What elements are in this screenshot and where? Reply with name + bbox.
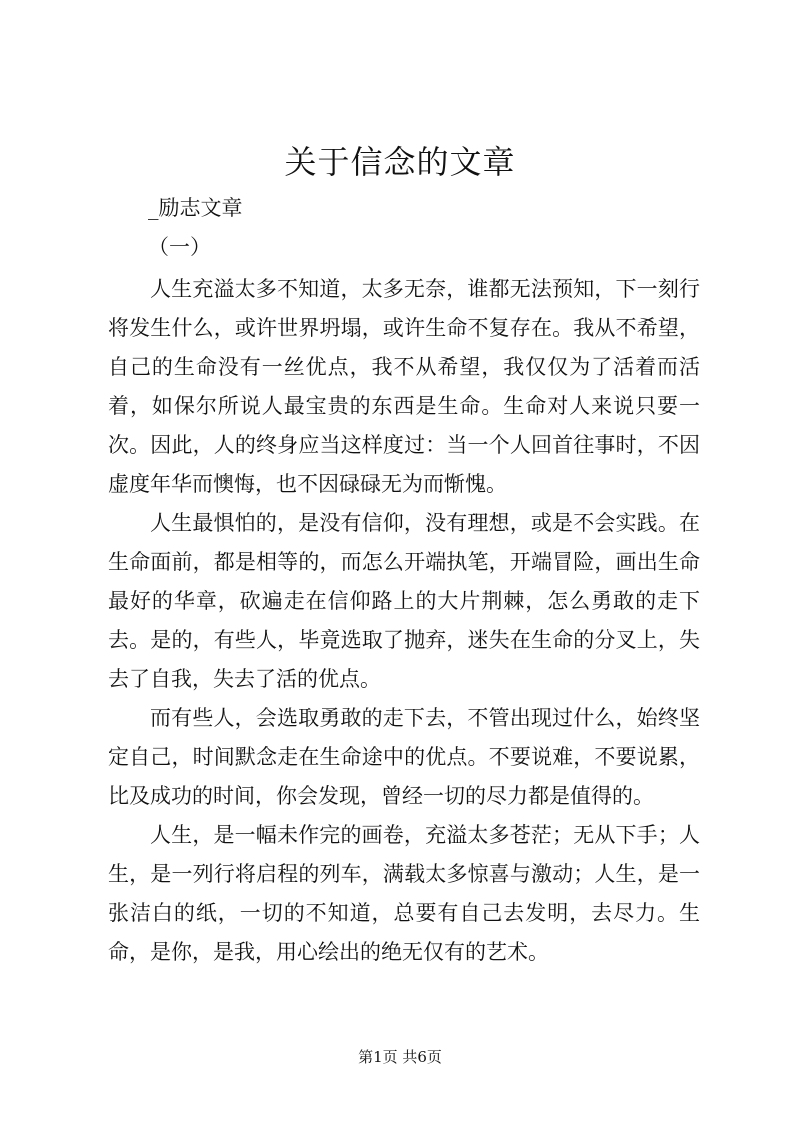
- paragraph: 人生，是一幅未作完的画卷，充溢太多苍茫；无从下手；人生，是一列行将启程的列车，满载太多惊喜与激动；人生，是一张洁白的纸，一切的不知道，总要有自己去发明，去尽力。生命，是你，是我，用心绘出的绝无仅有的艺术。: [108, 823, 700, 964]
- article-category: _励志文章: [148, 196, 243, 220]
- page-number-footer: 第1页 共6页: [358, 1048, 442, 1066]
- article-body: [108, 270, 700, 972]
- section-number: （一）: [148, 235, 211, 259]
- paragraph: 而有些人，会选取勇敢的走下去，不管出现过什么，始终坚定自己，时间默念走在生命途中的优点。不要说难，不要说累，比及成功的时间，你会发现，曾经一切的尽力都是值得的。: [108, 706, 700, 808]
- paragraph: 人生充溢太多不知道，太多无奈，谁都无法预知，下一刻行将发生什么，或许世界坍塌，或许生命不复存在。我从不希望，自己的生命没有一丝优点，我不从希望，我仅仅为了活着而活着，如保尔所说人最宝贵的东西是生命。生命对人来说只要一次。因此，人的终身应当这样度过：当一个人回首往事时，不因虚度年华而懊悔，也不因碌碌无为而惭愧。: [108, 277, 700, 496]
- paragraph: 人生最惧怕的，是没有信仰，没有理想，或是不会实践。在生命面前，都是相等的，而怎么开端执笔，开端冒险，画出生命最好的华章，砍遍走在信仰路上的大片荆棘，怎么勇敢的走下去。是的，有些人，毕竟选取了抛弃，迷失在生命的分叉上，失去了自我，失去了活的优点。: [108, 511, 700, 691]
- page-title: 关于信念的文章: [284, 143, 516, 181]
